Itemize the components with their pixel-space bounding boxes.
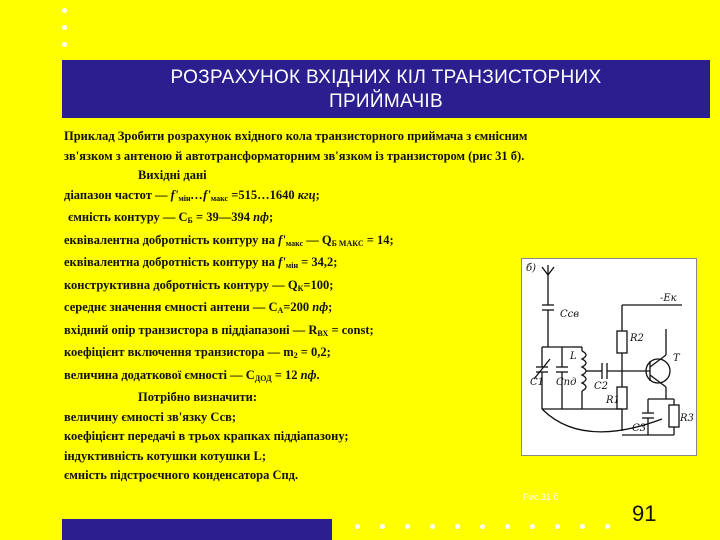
bottom-bar — [62, 519, 332, 540]
given-coupling-coefficient: коефіцієнт включення транзистора — $m_2 = 0,2$; — [64, 345, 331, 360]
given-q-constructive: конструктивна добротність контуру — $Q_К=100$; — [64, 277, 334, 293]
circuit-schematic — [522, 259, 696, 455]
resistor-r3 — [669, 405, 679, 427]
find-item-2: коефіцієнт передачі в трьох крапках піддіапазону; — [64, 429, 349, 443]
capacitor-c2 — [602, 363, 607, 379]
label-r1: R1 — [606, 395, 620, 406]
find-item-3: індуктивність котушки котушки L; — [64, 448, 267, 463]
antenna-icon — [542, 265, 554, 289]
label-l: L — [570, 351, 577, 362]
page-number: 91 — [632, 501, 657, 526]
given-q-max: еквівалентна добротність контуру на $f'_{макс}$ — $Q_{Б МАКС} = 14$; — [64, 232, 394, 248]
given-header: Вихідні дані — [138, 168, 207, 182]
label-c2: C2 — [594, 381, 609, 392]
label-c1: C1 — [530, 377, 545, 388]
label-b: б) — [526, 263, 537, 274]
label-cpd: Cпд — [556, 377, 577, 388]
resistor-r2 — [617, 331, 627, 353]
intro-line-2: зв'язком з антеною й автотрансформаторним зв'язком із транзистором (рис 31 б). — [64, 148, 525, 163]
intro-line-1: Приклад Зробити розрахунок вхідного кола транзисторного приймача з ємнісним — [64, 129, 528, 143]
transistor-icon — [646, 329, 670, 399]
find-header: Потрібно визначити: — [138, 390, 258, 404]
slide-title — [62, 60, 710, 118]
decorative-dots-left — [62, 8, 68, 59]
capacitor-csv — [542, 289, 554, 347]
inductor-l — [582, 347, 586, 409]
title-line-1: РОЗРАХУНОК ВХІДНИХ КІЛ ТРАНЗИСТОРНИХ — [170, 67, 602, 88]
label-r3: R3 — [680, 413, 694, 424]
label-t: T — [673, 353, 680, 364]
given-additional-capacitance: величина додаткової ємності — $С_{ДОД} = 12$ пф. — [64, 367, 320, 383]
given-input-resistance: вхідний опір транзистора в піддіапазоні — $R_{ВХ}$ = const; — [64, 322, 374, 338]
given-frequency-range: діапазон частот — $f'_{мін}\dots f'_{макс}$ =515…1640 кгц; — [64, 187, 320, 203]
figure-caption: Рис.31 б — [523, 492, 559, 502]
given-antenna-capacitance: середнє значення ємності антени — $С_А=200$ пф; — [64, 300, 333, 315]
label-c3: C3 — [632, 423, 647, 434]
decorative-dots-bottom — [355, 516, 630, 534]
label-ek: -Eк — [660, 293, 677, 304]
given-capacitance: ємність контуру — $С_Б$ = 39—394 пф; — [68, 210, 274, 225]
find-item-1: величину ємності зв'язку Ссв; — [64, 409, 237, 424]
find-item-4: ємність підстроєчного конденсатора Спд. — [64, 468, 299, 482]
label-r2: R2 — [630, 333, 644, 344]
given-q-min: еквівалентна добротність контуру на $f'_{мін} = 34,2$; — [64, 255, 338, 270]
circuit-diagram — [521, 258, 697, 456]
title-line-2: ПРИЙМАЧІВ — [329, 91, 443, 112]
label-csv: Ссв — [560, 309, 580, 320]
